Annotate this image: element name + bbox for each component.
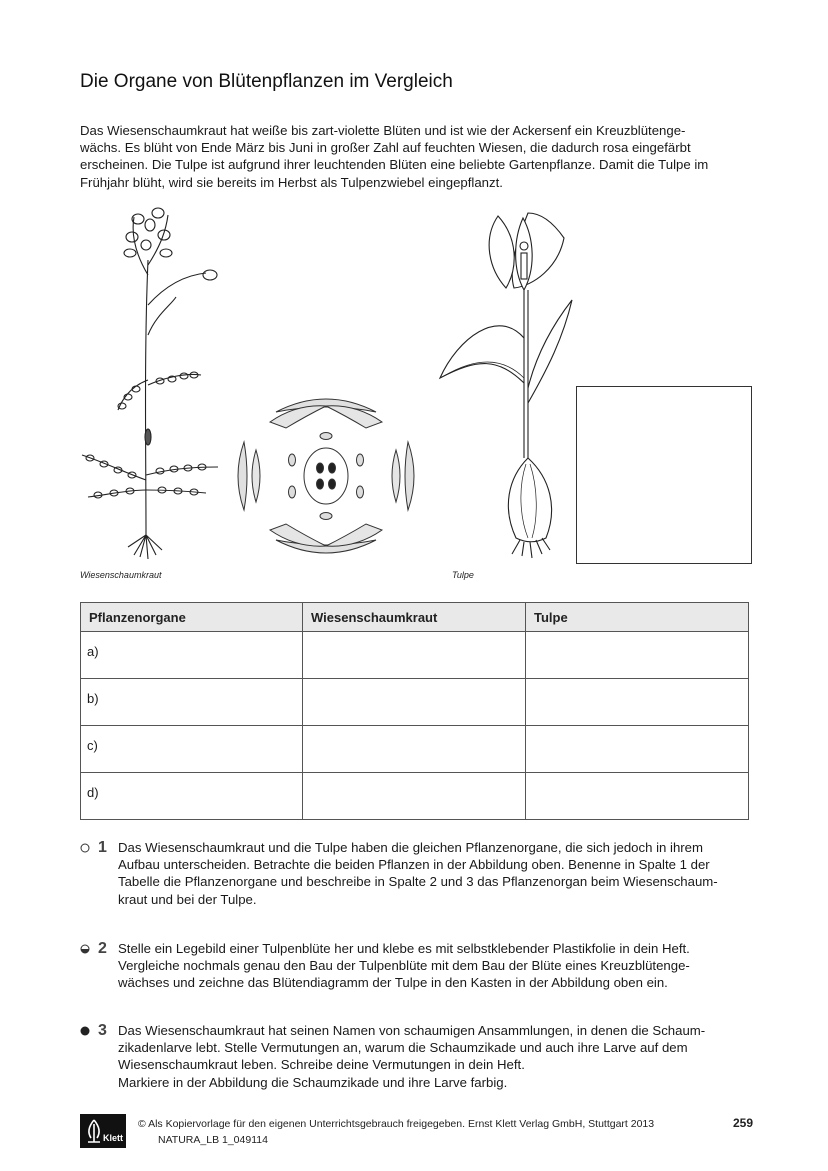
- task-line: Das Wiesenschaumkraut und die Tulpe haben die gleichen Pflanzenorgane, die sich jedoch in ihrem: [118, 840, 704, 855]
- page-title: Die Organe von Blütenpflanzen im Vergleich: [80, 71, 453, 92]
- drawing-box[interactable]: [576, 386, 752, 564]
- task-3: [80, 1022, 750, 1092]
- task-line: wächses und zeichne das Blütendiagramm der Tulpe in den Kasten in der Abbildung oben ein.: [118, 975, 668, 991]
- meadowfoam-plant-icon: [76, 205, 226, 560]
- organ-table: [80, 602, 749, 820]
- answer-cell[interactable]: [526, 679, 749, 726]
- table-header-cell: Wiesenschaumkraut: [303, 603, 526, 632]
- answer-cell[interactable]: [303, 632, 526, 679]
- answer-cell[interactable]: [526, 773, 749, 820]
- task-line: Tabelle die Pflanzenorgane und beschreibe in Spalte 2 und 3 das Pflanzenorgan beim Wiesenschaum-: [118, 874, 718, 890]
- answer-cell[interactable]: [303, 726, 526, 773]
- task-line: Aufbau unterscheiden. Betrachte die beiden Pflanzen in der Abbildung oben. Benenne in Spalte 1 der: [118, 857, 710, 873]
- intro-line: Das Wiesenschaumkraut hat weiße bis zart-violette Blüten und ist wie der Ackersenf ein Kreuzblütenge-: [80, 123, 686, 138]
- answer-cell[interactable]: [303, 773, 526, 820]
- task-text: [118, 839, 758, 908]
- intro-line: wächs. Es blüht von Ende März bis Juni in großer Zahl auf feuchten Wiesen, die dadurch rosa eingefärbt: [80, 140, 691, 156]
- task-number: 2: [98, 940, 107, 957]
- logo-text: Klett: [103, 1133, 123, 1143]
- task-1: [80, 839, 750, 909]
- intro-line: erscheinen. Die Tulpe ist aufgrund ihrer leuchtenden Blüten eine beliebte Gartenpflanze. Damit die Tulpe im: [80, 157, 709, 173]
- task-line: Markiere in der Abbildung die Schaumzikade und ihre Larve farbig.: [118, 1074, 508, 1090]
- page-number: 259: [732, 1116, 753, 1130]
- table-row: [81, 632, 749, 679]
- copyright-notice: © Als Kopiervorlage für den eigenen Unterrichtsgebrauch freigegeben. Ernst Klett Verlag GmbH, Stuttgart 2013: [138, 1118, 655, 1130]
- task-line: Das Wiesenschaumkraut hat seinen Namen von schaumigen Ansammlungen, in denen die Schaum-: [118, 1023, 706, 1038]
- answer-cell[interactable]: [526, 726, 749, 773]
- tulip-plant-icon: [438, 208, 573, 560]
- circle-full-icon: [80, 1026, 90, 1036]
- row-label: d): [81, 773, 303, 820]
- row-label: c): [81, 726, 303, 773]
- intro-line: Frühjahr blüht, wird sie bereits im Herbst als Tulpenzwiebel eingepflanzt.: [80, 174, 503, 190]
- product-code: NATURA_LB 1_049114: [158, 1134, 268, 1146]
- table-header-row: [81, 603, 749, 632]
- figure-caption-right: Tulpe: [452, 570, 474, 580]
- circle-half-icon: [80, 944, 90, 954]
- task-line: Wiesenschaumkraut leben. Schreibe deine Vermutungen in dein Heft.: [118, 1057, 525, 1073]
- klett-logo: [80, 1114, 126, 1148]
- task-line: Vergleiche nochmals genau den Bau der Tulpenblüte mit dem Bau der Blüte eines Kreuzblütenge-: [118, 958, 690, 974]
- table-row: [81, 679, 749, 726]
- task-number: 1: [98, 839, 107, 856]
- row-label: a): [81, 632, 303, 679]
- flower-diagram-icon: [236, 392, 416, 560]
- task-text: [118, 1022, 758, 1091]
- table-header-cell: Tulpe: [526, 603, 749, 632]
- klett-logo-icon: [83, 1118, 105, 1144]
- task-line: kraut und bei der Tulpe.: [118, 891, 257, 907]
- page-footer: [80, 1114, 755, 1148]
- task-text: [118, 940, 758, 992]
- table-row: [81, 726, 749, 773]
- task-line: zikadenlarve lebt. Stelle Vermutungen an, warum die Schaumzikade und auch ihre Larve auf dem: [118, 1040, 688, 1056]
- answer-cell[interactable]: [526, 632, 749, 679]
- row-label: b): [81, 679, 303, 726]
- table-header-cell: Pflanzenorgane: [81, 603, 303, 632]
- figure-caption-left: Wiesenschaumkraut: [80, 570, 162, 580]
- intro-paragraph: [80, 122, 750, 191]
- task-number: 3: [98, 1022, 107, 1039]
- circle-empty-icon: [80, 843, 90, 853]
- task-line: Stelle ein Legebild einer Tulpenblüte her und klebe es mit selbstklebender Plastikfolie in dein Heft.: [118, 941, 690, 956]
- task-2: [80, 940, 750, 992]
- table-row: [81, 773, 749, 820]
- answer-cell[interactable]: [303, 679, 526, 726]
